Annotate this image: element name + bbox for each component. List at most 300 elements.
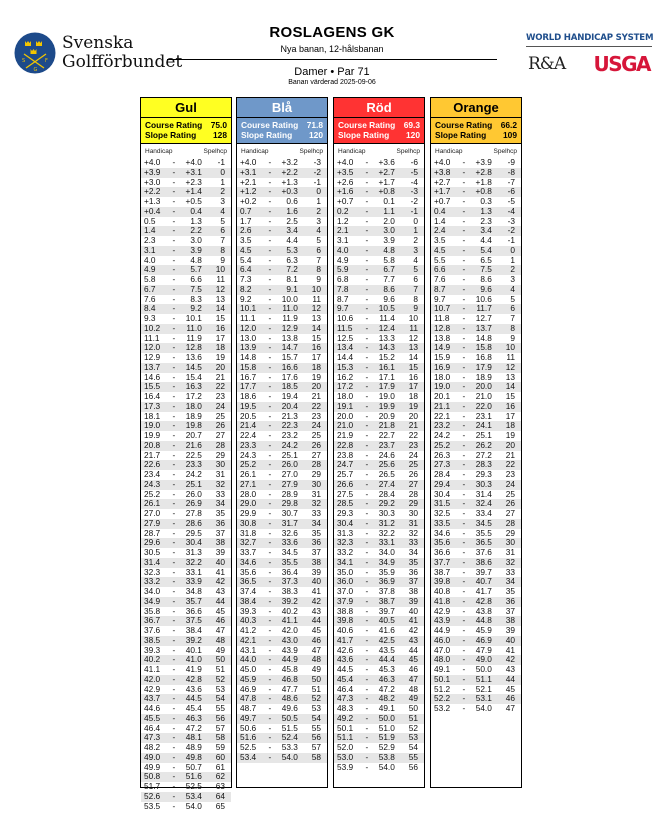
handicap-from: 4.5 (240, 244, 252, 255)
range-dash: - (268, 332, 272, 343)
handicap-from: +3.8 (434, 166, 451, 177)
range-dash: - (462, 576, 466, 587)
range-dash: - (172, 313, 176, 323)
handicap-from: 25.2 (434, 439, 451, 450)
range-dash: - (268, 313, 272, 323)
range-dash: - (462, 478, 466, 489)
handicap-to: +4.0 (185, 157, 202, 167)
playing-handicap: 33 (505, 566, 515, 577)
range-dash: - (268, 381, 272, 392)
range-dash: - (462, 654, 466, 665)
playing-handicap: 39 (505, 625, 515, 635)
playing-handicap: 4 (316, 225, 321, 236)
handicap-to: 11.4 (379, 313, 395, 323)
handicap-from: 15.3 (337, 361, 354, 372)
range-dash: - (365, 517, 369, 528)
handicap-from: 11.1 (144, 332, 160, 343)
handicap-from: 22.4 (240, 430, 257, 440)
handicap-to: 35.5 (281, 556, 298, 567)
range-dash: - (365, 742, 369, 752)
handicap-from: 41.2 (240, 625, 257, 635)
handicap-from: 5.9 (337, 264, 349, 275)
handicap-from: 43.6 (337, 654, 354, 665)
playing-handicap: -2 (410, 196, 418, 206)
playing-handicap: 5 (220, 215, 225, 226)
playing-handicap: -3 (313, 157, 321, 167)
range-dash: - (172, 800, 176, 811)
handicap-to: 14.3 (378, 342, 395, 353)
handicap-to: 10.6 (475, 293, 492, 304)
range-dash: - (268, 264, 272, 275)
handicap-from: 51.1 (337, 732, 354, 743)
slope-rating-value: 120 (309, 130, 323, 140)
range-dash: - (172, 703, 176, 713)
handicap-to: 49.0 (475, 654, 492, 665)
playing-handicap: 36 (311, 537, 321, 548)
handicap-from: 1.7 (240, 215, 252, 226)
handicap-header: Handicap (435, 148, 463, 155)
handicap-to: 27.8 (185, 508, 202, 518)
handicap-from: 10.2 (144, 322, 161, 333)
handicap-from: 27.0 (144, 508, 161, 518)
range-dash: - (172, 732, 176, 743)
playing-handicap: -7 (507, 176, 515, 187)
range-dash: - (268, 478, 272, 489)
handicap-to: 41.9 (185, 664, 202, 674)
handicap-to: 46.9 (475, 634, 492, 645)
handicap-to: 43.6 (185, 683, 202, 694)
range-dash: - (365, 254, 369, 265)
handicap-to: 18.9 (475, 371, 492, 382)
course-rating-label: Course Rating (145, 120, 203, 130)
handicap-to: 23.1 (475, 410, 492, 421)
playing-handicap: 23 (505, 469, 515, 479)
handicap-to: 8.1 (286, 274, 298, 284)
range-dash: - (462, 235, 466, 245)
range-dash: - (462, 332, 466, 343)
handicap-from: 37.9 (337, 595, 354, 606)
spelhcp-header: Spelhcp (299, 148, 323, 155)
handicap-to: 42.5 (378, 634, 395, 645)
range-dash: - (365, 625, 369, 635)
svg-text:S: S (22, 58, 26, 64)
range-dash: - (462, 664, 466, 674)
playing-handicap: 18 (215, 342, 225, 353)
rating-box (334, 118, 424, 144)
handicap-from: 44.0 (240, 654, 257, 665)
playing-handicap: 42 (311, 595, 321, 606)
handicap-to: 17.9 (475, 361, 492, 372)
playing-handicap: 29 (505, 527, 515, 538)
handicap-from: 28.0 (240, 488, 257, 499)
playing-handicap: 52 (408, 722, 418, 733)
handicap-from: 15.8 (240, 361, 257, 372)
playing-handicap: 21 (408, 420, 418, 431)
handicap-to: 12.9 (281, 322, 298, 333)
range-dash: - (365, 644, 369, 655)
handicap-from: 3.5 (434, 235, 446, 245)
range-dash: - (172, 235, 176, 245)
playing-handicap: 23 (311, 410, 321, 421)
handicap-to: 29.2 (378, 498, 395, 509)
range-dash: - (172, 264, 176, 275)
playing-handicap: 37 (215, 527, 225, 538)
handicap-from: 24.7 (337, 459, 354, 470)
playing-handicap: 17 (408, 381, 418, 392)
handicap-from: 24.3 (240, 449, 257, 460)
playing-handicap: 12 (311, 303, 321, 314)
handicap-from: 28.5 (337, 498, 354, 509)
handicap-to: 0.6 (286, 196, 298, 206)
handicap-from: 36.0 (337, 576, 354, 587)
handicap-to: 32.6 (281, 527, 298, 538)
playing-handicap: 25 (311, 430, 321, 440)
playing-handicap: 34 (215, 498, 225, 509)
range-dash: - (365, 683, 369, 694)
handicap-to: 42.0 (281, 625, 298, 635)
range-dash: - (172, 303, 176, 314)
range-dash: - (268, 361, 272, 372)
handicap-from: +2.2 (144, 186, 161, 197)
range-dash: - (268, 615, 272, 626)
slope-rating-label: Slope Rating (338, 130, 390, 140)
handicap-from: 12.5 (337, 332, 354, 343)
handicap-from: +3.0 (144, 176, 161, 187)
handicap-to: 3.4 (286, 225, 298, 236)
handicap-from: 48.3 (337, 703, 354, 713)
range-dash: - (172, 781, 176, 791)
range-dash: - (172, 615, 176, 626)
handicap-to: 51.0 (378, 722, 395, 733)
range-dash: - (172, 274, 176, 284)
handicap-from: 24.3 (144, 478, 161, 489)
handicap-to: 24.6 (378, 449, 395, 460)
handicap-from: 2.3 (144, 235, 156, 245)
range-dash: - (365, 556, 369, 567)
handicap-to: +2.3 (185, 176, 202, 187)
playing-handicap: 64 (215, 790, 225, 801)
playing-handicap: 12 (215, 283, 225, 294)
range-dash: - (172, 381, 176, 392)
handicap-from: 37.0 (337, 586, 354, 596)
handicap-to: 33.6 (281, 537, 298, 548)
playing-handicap: 11 (506, 352, 515, 362)
handicap-to: 17.6 (281, 371, 298, 382)
range-dash: - (462, 439, 466, 450)
range-dash: - (462, 176, 466, 187)
spelhcp-header: Spelhcp (493, 148, 517, 155)
range-dash: - (462, 352, 466, 362)
playing-handicap: 10 (505, 342, 515, 353)
range-dash: - (268, 254, 272, 265)
playing-handicap: 50 (408, 703, 418, 713)
range-dash: - (462, 547, 466, 557)
playing-handicap: 54 (408, 742, 418, 752)
playing-handicap: 22 (408, 430, 418, 440)
handicap-from: 35.6 (434, 537, 451, 548)
range-dash: - (268, 693, 272, 704)
playing-handicap: 60 (215, 751, 225, 762)
playing-handicap: 14 (311, 322, 321, 333)
playing-handicap: 44 (505, 673, 515, 684)
handicap-from: 7.8 (337, 283, 349, 294)
handicap-to: 26.9 (185, 498, 202, 509)
handicap-to: 4.4 (286, 235, 298, 245)
handicap-from: +1.7 (434, 186, 451, 197)
handicap-from: 50.1 (337, 722, 354, 733)
range-dash: - (268, 732, 272, 743)
handicap-from: 48.2 (144, 742, 161, 752)
handicap-to: 41.6 (378, 625, 395, 635)
range-dash: - (462, 244, 466, 255)
handicap-to: 19.8 (185, 420, 202, 431)
range-dash: - (365, 274, 369, 284)
handicap-from: 0.5 (144, 215, 156, 226)
range-dash: - (365, 186, 369, 197)
range-dash: - (172, 693, 176, 704)
playing-handicap: 13 (408, 342, 418, 353)
range-dash: - (365, 498, 369, 509)
handicap-from: 2.6 (240, 225, 252, 236)
handicap-to: 23.3 (185, 459, 202, 470)
playing-handicap: -1 (507, 235, 515, 245)
range-dash: - (268, 683, 272, 694)
playing-handicap: 27 (311, 449, 321, 460)
handicap-to: 47.2 (185, 722, 202, 733)
handicap-from: 29.0 (240, 498, 257, 509)
handicap-from: +3.1 (240, 166, 257, 177)
handicap-to: 30.3 (378, 508, 395, 518)
handicap-from: 34.0 (144, 586, 161, 596)
playing-handicap: 9 (413, 303, 418, 314)
range-dash: - (365, 488, 369, 499)
handicap-to: +3.1 (185, 166, 202, 177)
handicap-from: 47.3 (337, 693, 354, 704)
playing-handicap: 36 (408, 566, 418, 577)
range-dash: - (268, 186, 272, 197)
handicap-from: 9.3 (144, 313, 156, 323)
handicap-from: 7.3 (240, 274, 252, 284)
handicap-from: 8.7 (337, 293, 349, 304)
handicap-from: 39.3 (144, 644, 161, 655)
handicap-from: 29.6 (144, 537, 161, 548)
range-dash: - (172, 225, 176, 236)
playing-handicap: 43 (215, 586, 225, 596)
handicap-from: 28.4 (434, 469, 451, 479)
handicap-table (237, 158, 327, 763)
handicap-to: 50.0 (378, 712, 395, 723)
handicap-from: 34.6 (240, 556, 257, 567)
range-dash: - (365, 264, 369, 275)
handicap-to: 4.4 (480, 235, 492, 245)
playing-handicap: -4 (507, 205, 515, 216)
range-dash: - (172, 625, 176, 635)
range-dash: - (365, 391, 369, 401)
range-dash: - (268, 391, 272, 401)
range-dash: - (365, 722, 369, 733)
playing-handicap: 22 (311, 400, 321, 411)
handicap-to: 13.8 (281, 332, 298, 343)
range-dash: - (172, 459, 176, 470)
playing-handicap: 46 (505, 693, 515, 704)
range-dash: - (172, 391, 176, 401)
handicap-to: 34.5 (475, 517, 492, 528)
handicap-to: 21.6 (185, 439, 202, 450)
range-dash: - (268, 469, 272, 479)
handicap-to: 12.7 (475, 313, 492, 323)
handicap-to: 42.8 (185, 673, 202, 684)
handicap-from: 4.0 (337, 244, 349, 255)
handicap-from: 16.7 (240, 371, 257, 382)
handicap-to: 14.7 (281, 342, 298, 353)
handicap-from: 42.9 (434, 605, 451, 616)
playing-handicap: 28 (215, 439, 225, 450)
playing-handicap: 54 (311, 712, 321, 723)
range-dash: - (365, 332, 369, 343)
handicap-to: 25.1 (185, 478, 202, 489)
range-dash: - (462, 508, 466, 518)
handicap-to: 22.3 (281, 420, 298, 431)
handicap-from: 46.9 (240, 683, 257, 694)
handicap-from: 12.0 (144, 342, 161, 353)
handicap-to: 29.8 (281, 498, 298, 509)
range-dash: - (172, 722, 176, 733)
handicap-from: 16.2 (337, 371, 354, 382)
handicap-to: 3.4 (480, 225, 492, 236)
playing-handicap: 40 (505, 634, 515, 645)
handicap-to: +3.2 (281, 157, 298, 167)
range-dash: - (365, 283, 369, 294)
handicap-to: 32.4 (475, 498, 492, 509)
playing-handicap: 7 (510, 313, 515, 323)
handicap-from: +1.6 (337, 186, 354, 197)
handicap-from: 10.6 (337, 313, 354, 323)
handicap-to: 17.1 (378, 371, 395, 382)
handicap-to: 6.7 (383, 264, 395, 275)
playing-handicap: 21 (215, 371, 225, 382)
handicap-from: 44.9 (434, 625, 451, 635)
range-dash: - (172, 605, 176, 616)
playing-handicap: 31 (311, 488, 321, 499)
handicap-from: 9.2 (240, 293, 252, 304)
handicap-to: 15.4 (185, 371, 202, 382)
handicap-to: 28.9 (281, 488, 298, 499)
handicap-to: 35.5 (475, 527, 492, 538)
range-dash: - (365, 303, 369, 314)
playing-handicap: 25 (505, 488, 515, 499)
range-dash: - (268, 508, 272, 518)
handicap-from: 23.3 (240, 439, 257, 450)
playing-handicap: -9 (507, 157, 515, 167)
handicap-to: 41.0 (185, 654, 202, 665)
playing-handicap: 32 (505, 556, 515, 567)
handicap-from: 25.2 (240, 459, 257, 470)
playing-handicap: 4 (220, 205, 225, 216)
course-rating-label: Course Rating (338, 120, 396, 130)
handicap-from: 19.5 (240, 400, 257, 411)
handicap-to: 21.3 (281, 410, 298, 421)
playing-handicap: 25 (215, 410, 225, 421)
handicap-to: 43.0 (281, 634, 298, 645)
handicap-from: 47.0 (434, 644, 451, 655)
handicap-from: 11.8 (434, 313, 450, 323)
handicap-from: 39.8 (337, 615, 354, 626)
handicap-from: 5.4 (240, 254, 252, 265)
playing-handicap: 58 (215, 732, 225, 743)
handicap-to: 34.9 (378, 556, 395, 567)
playing-handicap: 3 (510, 274, 515, 284)
playing-handicap: 18 (408, 391, 418, 401)
range-dash: - (172, 293, 176, 304)
handicap-to: 14.8 (475, 332, 492, 343)
handicap-from: 49.0 (144, 751, 161, 762)
handicap-from: 9.7 (434, 293, 446, 304)
svg-text:G: G (33, 67, 38, 73)
handicap-from: 37.4 (240, 586, 257, 596)
range-dash: - (462, 527, 466, 538)
handicap-from: +2.1 (240, 176, 257, 187)
handicap-from: 1.4 (144, 225, 156, 236)
handicap-to: 5.7 (190, 264, 202, 275)
handicap-to: 47.9 (475, 644, 492, 655)
playing-handicap: 18 (505, 420, 515, 431)
handicap-to: 34.8 (185, 586, 202, 596)
playing-handicap: 30 (215, 459, 225, 470)
handicap-from: 30.8 (240, 517, 257, 528)
handicap-to: 36.6 (185, 605, 202, 616)
handicap-to: 13.7 (475, 322, 492, 333)
handicap-from: 17.2 (337, 381, 354, 392)
playing-handicap: 10 (408, 313, 418, 323)
playing-handicap: 50 (311, 673, 321, 684)
handicap-from: 7.6 (144, 293, 156, 304)
handicap-to: 9.6 (480, 283, 492, 294)
handicap-to: 7.2 (286, 264, 298, 275)
handicap-to: 14.5 (185, 361, 202, 372)
slope-rating-label: Slope Rating (241, 130, 293, 140)
playing-handicap: 33 (215, 488, 225, 499)
range-dash: - (268, 293, 272, 304)
handicap-to: 9.2 (190, 303, 202, 314)
playing-handicap: 11 (409, 322, 418, 333)
handicap-from: 26.1 (144, 498, 161, 509)
playing-handicap: -1 (410, 205, 418, 216)
playing-handicap: 46 (215, 615, 225, 626)
range-dash: - (268, 556, 272, 567)
handicap-to: 25.1 (281, 449, 298, 460)
usga-logo: USGA (593, 52, 650, 76)
range-dash: - (172, 186, 176, 197)
handicap-to: 38.7 (378, 595, 395, 606)
tee-name: Blå (237, 98, 327, 118)
handicap-from: 19.0 (434, 381, 451, 392)
handicap-from: 17.7 (240, 381, 257, 392)
handicap-to: 7.5 (190, 283, 202, 294)
range-dash: - (268, 166, 272, 177)
handicap-from: 30.5 (144, 547, 161, 557)
handicap-to: +0.5 (185, 196, 202, 206)
range-dash: - (172, 556, 176, 567)
handicap-to: 16.3 (185, 381, 202, 392)
handicap-from: 50.6 (240, 722, 257, 733)
range-dash: - (365, 205, 369, 216)
handicap-from: 40.8 (434, 586, 451, 596)
slope-rating-value: 128 (213, 130, 227, 140)
range-dash: - (365, 459, 369, 470)
playing-handicap: 42 (215, 576, 225, 587)
playing-handicap: 6 (413, 274, 418, 284)
handicap-to: 40.7 (475, 576, 492, 587)
